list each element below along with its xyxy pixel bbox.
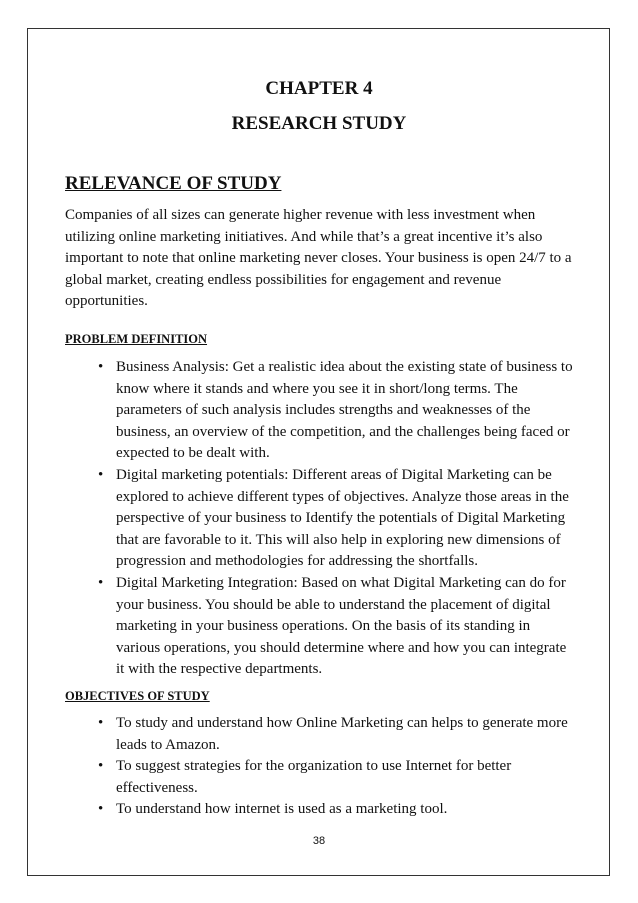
bullet-icon: • (98, 574, 104, 591)
relevance-paragraph: Companies of all sizes can generate higher revenue with less investment when utilizing online marketing initiatives. And while that’s a great incentive it’s also important to note that online marketing never closes. Your business is open 24/7 to a global market, creating endless possibilities for engagement and revenue opportunities. (65, 207, 572, 310)
list-item-text: Digital Marketing Integration: Based on what Digital Marketing can do for your business. You should be able to understand the placement of digital marketing in your business operations. On the basis of its standing in various operations, you should determine where and how you can integrate it with the respective departments. (116, 574, 567, 678)
objectives-heading: OBJECTIVES OF STUDY (65, 689, 210, 703)
objectives-list (65, 713, 575, 821)
list-item (65, 357, 575, 465)
list-item-text: Business Analysis: Get a realistic idea about the existing state of business to know where it stands and where you see it in short/long terms. The parameters of such analysis includes strengths and weaknesses of the business, an overview of the competition, and the challenges being faced or expected to be dealt with. (116, 359, 573, 462)
chapter-number: CHAPTER 4 (265, 78, 373, 99)
list-item (65, 465, 575, 573)
list-item-text: To study and understand how Online Marketing can helps to generate more leads to Amazon. (116, 715, 568, 753)
relevance-heading: RELEVANCE OF STUDY (65, 173, 282, 194)
problem-definition-heading: PROBLEM DEFINITION (65, 332, 208, 346)
bullet-icon: • (98, 758, 104, 775)
list-item-text: Digital marketing potentials: Different areas of Digital Marketing can be explored to achieve different types of objectives. Analyze those areas in the perspective of your business to Identify the potentials of Digital Marketing that are favorable to it. This will also help in exploring new dimensions of progression and methodologies for addressing the shortfalls. (116, 466, 569, 570)
list-item (65, 713, 575, 756)
list-item-text: To suggest strategies for the organization to use Internet for better effectiveness. (116, 758, 512, 796)
list-item (65, 799, 575, 821)
bullet-icon: • (98, 466, 104, 483)
page-number: 38 (312, 835, 326, 847)
list-item (65, 756, 575, 799)
bullet-icon: • (98, 715, 104, 731)
bullet-icon: • (98, 801, 104, 818)
chapter-title: RESEARCH STUDY (231, 113, 407, 134)
bullet-icon: • (98, 359, 104, 375)
problem-definition-list (65, 357, 575, 681)
list-item-text: To understand how internet is used as a marketing tool. (116, 801, 448, 818)
list-item (65, 573, 575, 681)
